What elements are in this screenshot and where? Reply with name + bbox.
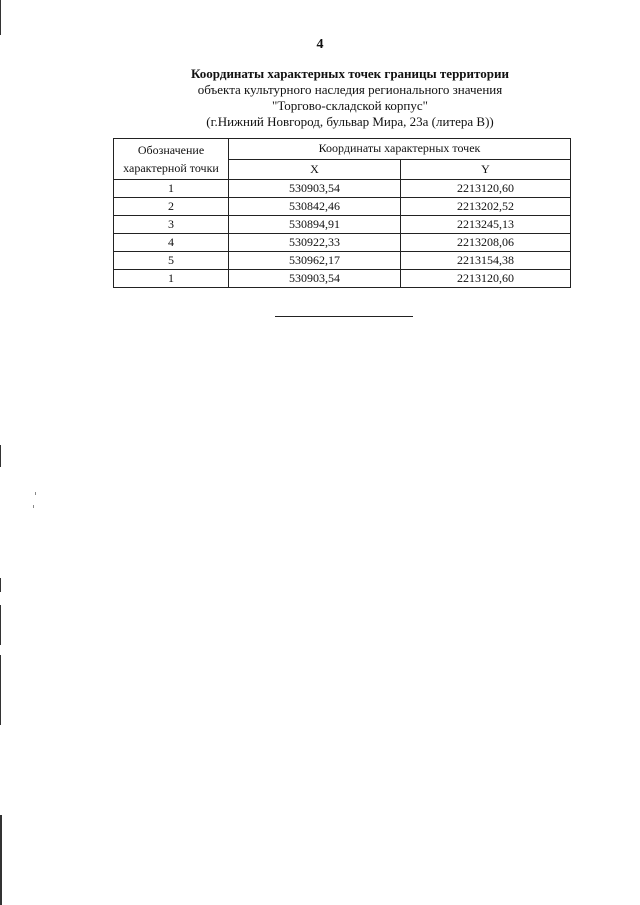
- scan-edge-mark: [0, 655, 1, 725]
- cell-point: 3: [114, 216, 229, 234]
- cell-x: 530922,33: [229, 234, 401, 252]
- document-heading: [140, 66, 560, 130]
- cell-y: 2213120,60: [401, 180, 571, 198]
- scan-edge-mark: [0, 578, 1, 592]
- column-header-point: Обозначение характерной точки: [114, 139, 229, 180]
- cell-point: 1: [114, 270, 229, 288]
- scan-edge-mark: [0, 0, 1, 35]
- cell-x: 530903,54: [229, 180, 401, 198]
- table-header-row: [114, 139, 571, 160]
- table-row: [114, 216, 571, 234]
- column-header-y: Y: [401, 159, 571, 180]
- cell-y: 2213202,52: [401, 198, 571, 216]
- cell-x: 530903,54: [229, 270, 401, 288]
- cell-point: 4: [114, 234, 229, 252]
- heading-object-name: "Торгово-складской корпус": [272, 98, 428, 113]
- cell-y: 2213120,60: [401, 270, 571, 288]
- cell-y: 2213154,38: [401, 252, 571, 270]
- scan-edge-mark: [0, 445, 1, 467]
- cell-point: 5: [114, 252, 229, 270]
- table-row: [114, 252, 571, 270]
- heading-title: Координаты характерных точек границы территории: [191, 66, 509, 81]
- cell-x: 530894,91: [229, 216, 401, 234]
- cell-y: 2213208,06: [401, 234, 571, 252]
- page-number: 4: [316, 37, 324, 52]
- cell-x: 530842,46: [229, 198, 401, 216]
- column-header-coordinates: Координаты характерных точек: [229, 139, 571, 160]
- table-row: [114, 198, 571, 216]
- table-row: [114, 270, 571, 288]
- heading-object-type: объекта культурного наследия регионального значения: [197, 82, 503, 97]
- heading-address: (г.Нижний Новгород, бульвар Мира, 23а (литера В)): [206, 114, 494, 129]
- table-row: [114, 234, 571, 252]
- cell-point: 2: [114, 198, 229, 216]
- column-header-x: X: [229, 159, 401, 180]
- scan-edge-mark: [0, 605, 1, 645]
- coordinates-table: [113, 138, 571, 288]
- cell-y: 2213245,13: [401, 216, 571, 234]
- table-row: [114, 180, 571, 198]
- cell-x: 530962,17: [229, 252, 401, 270]
- cell-point: 1: [114, 180, 229, 198]
- scan-speck: [35, 492, 36, 495]
- scan-edge-mark: [0, 815, 2, 905]
- closing-rule: [275, 316, 413, 317]
- scan-speck: [33, 505, 34, 508]
